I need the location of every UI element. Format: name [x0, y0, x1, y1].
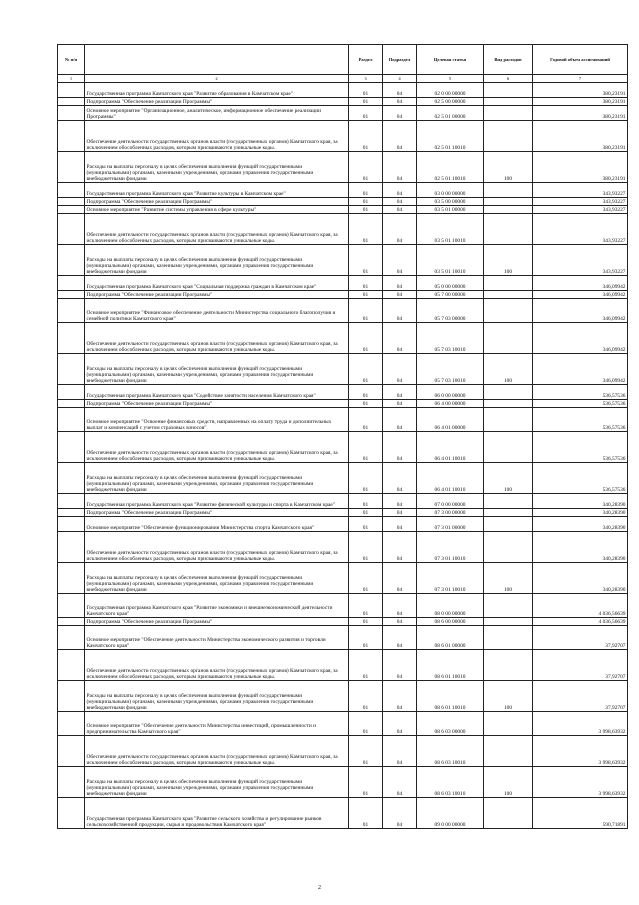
row-amount: 3 998,63932	[533, 736, 628, 767]
row-kind	[484, 712, 533, 736]
row-target: 07 3 01 10010	[417, 532, 484, 563]
row-section: 01	[349, 767, 383, 798]
row-amount: 37,92707	[533, 681, 628, 712]
row-kind	[484, 323, 533, 354]
row-name: Подпрограмма "Обеспечение реализации Программы"	[85, 509, 349, 517]
row-target: 02 5 01 10010	[417, 152, 484, 183]
row-section: 01	[349, 463, 383, 494]
row-target: 05 7 00 00000	[417, 291, 484, 299]
row-target: 06 0 00 00000	[417, 385, 484, 400]
row-subsection: 04	[383, 517, 417, 532]
row-amount: 340,28390	[533, 509, 628, 517]
header-target: Целевая статья	[417, 45, 484, 75]
row-kind: 100	[484, 767, 533, 798]
row-target: 06 4 00 00000	[417, 400, 484, 408]
row-name: Расходы на выплаты персоналу в целях обеспечения выполнения функций государственными (муниципальными) органами, казенными учреждениями, органами управления государственными внебюджетными фондами	[85, 563, 349, 594]
row-number	[58, 463, 85, 494]
row-section: 01	[349, 736, 383, 767]
row-name: Расходы на выплаты персоналу в целях обеспечения выполнения функций государственными (муниципальными) органами, казенными учреждениями, органами управления государственными внебюджетными фондами	[85, 245, 349, 276]
row-kind	[484, 83, 533, 98]
row-number	[58, 408, 85, 432]
table-row	[58, 463, 628, 494]
row-subsection: 04	[383, 83, 417, 98]
table-row	[58, 767, 628, 798]
row-subsection: 04	[383, 98, 417, 106]
row-section: 01	[349, 712, 383, 736]
row-section: 01	[349, 183, 383, 198]
row-amount: 380,23191	[533, 152, 628, 183]
row-subsection: 04	[383, 183, 417, 198]
row-kind	[484, 432, 533, 463]
row-amount: 343,93227	[533, 206, 628, 214]
row-kind: 100	[484, 354, 533, 385]
row-name: Подпрограмма "Обеспечение реализации Программы"	[85, 400, 349, 408]
header-number: № п/п	[58, 45, 85, 75]
row-name: Обеспечение деятельности государственных органов власти (государственных органов) Камчатского края, за исключением обособленных расходов, которым присваиваются уникальные коды.	[85, 650, 349, 681]
row-name: Подпрограмма "Обеспечение реализации Программы"	[85, 198, 349, 206]
row-kind	[484, 618, 533, 626]
row-amount: 37,92707	[533, 626, 628, 650]
row-subsection: 04	[383, 206, 417, 214]
row-section: 01	[349, 400, 383, 408]
row-amount: 380,23191	[533, 106, 628, 121]
row-section: 01	[349, 121, 383, 152]
row-name: Государственная программа Камчатского края "Развитие образования в Камчатском крае"	[85, 83, 349, 98]
row-target: 08 6 00 00000	[417, 618, 484, 626]
row-kind: 100	[484, 681, 533, 712]
column-number: 5	[417, 75, 484, 83]
row-amount: 346,09942	[533, 276, 628, 291]
table-row	[58, 291, 628, 299]
row-amount: 343,93227	[533, 214, 628, 245]
row-target: 03 5 01 10010	[417, 214, 484, 245]
table-row	[58, 594, 628, 618]
row-name: Подпрограмма "Обеспечение реализации Программы"	[85, 98, 349, 106]
column-number: 1	[58, 75, 85, 83]
row-name: Подпрограмма "Обеспечение реализации Программы"	[85, 618, 349, 626]
row-amount: 340,28390	[533, 494, 628, 509]
row-target: 02 5 01 00000	[417, 106, 484, 121]
row-amount: 340,28390	[533, 563, 628, 594]
row-target: 08 6 01 00000	[417, 626, 484, 650]
row-subsection: 04	[383, 400, 417, 408]
row-number	[58, 299, 85, 323]
row-kind: 100	[484, 563, 533, 594]
table-row	[58, 121, 628, 152]
row-number	[58, 681, 85, 712]
table-row	[58, 323, 628, 354]
row-name: Обеспечение деятельности государственных органов власти (государственных органов) Камчатского края, за исключением обособленных расходов, которым присваиваются уникальные коды.	[85, 214, 349, 245]
row-amount: 536,57536	[533, 432, 628, 463]
row-amount: 343,93227	[533, 245, 628, 276]
table-row	[58, 245, 628, 276]
header-section: Раздел	[349, 45, 383, 75]
row-target: 06 4 01 10010	[417, 463, 484, 494]
row-amount: 536,57536	[533, 408, 628, 432]
row-number	[58, 400, 85, 408]
row-amount: 340,28390	[533, 532, 628, 563]
row-number	[58, 798, 85, 829]
row-number	[58, 618, 85, 626]
row-target: 07 3 01 00000	[417, 517, 484, 532]
row-number	[58, 509, 85, 517]
row-name: Основное мероприятие "Развитие системы управления в сфере культуры"	[85, 206, 349, 214]
row-target: 06 4 01 10010	[417, 432, 484, 463]
table-row	[58, 206, 628, 214]
row-subsection: 04	[383, 214, 417, 245]
row-subsection: 04	[383, 712, 417, 736]
row-subsection: 04	[383, 626, 417, 650]
row-number	[58, 494, 85, 509]
row-number	[58, 712, 85, 736]
row-section: 01	[349, 626, 383, 650]
row-section: 01	[349, 494, 383, 509]
table-row	[58, 736, 628, 767]
row-section: 01	[349, 408, 383, 432]
row-kind	[484, 98, 533, 106]
row-number	[58, 532, 85, 563]
row-amount: 340,28390	[533, 517, 628, 532]
row-section: 01	[349, 798, 383, 829]
row-kind: 100	[484, 152, 533, 183]
table-row	[58, 214, 628, 245]
row-target: 08 6 01 10010	[417, 650, 484, 681]
row-kind	[484, 400, 533, 408]
row-number	[58, 736, 85, 767]
row-amount: 343,93227	[533, 183, 628, 198]
row-name: Основное мероприятие "Обеспечение деятельности Министерства инвестиций, промышленности и предпринимательства Камчатского края"	[85, 712, 349, 736]
row-subsection: 04	[383, 736, 417, 767]
table-row	[58, 385, 628, 400]
table-row	[58, 83, 628, 98]
row-amount: 3 998,63932	[533, 712, 628, 736]
row-number	[58, 121, 85, 152]
table-row	[58, 98, 628, 106]
budget-sheet	[57, 44, 627, 829]
row-amount: 536,57536	[533, 400, 628, 408]
row-amount: 536,57536	[533, 385, 628, 400]
row-number	[58, 245, 85, 276]
row-subsection: 04	[383, 798, 417, 829]
row-name: Расходы на выплаты персоналу в целях обеспечения выполнения функций государственными (муниципальными) органами, казенными учреждениями, органами управления государственными внебюджетными фондами	[85, 681, 349, 712]
table-row	[58, 626, 628, 650]
row-section: 01	[349, 206, 383, 214]
row-amount: 536,57536	[533, 463, 628, 494]
row-name: Обеспечение деятельности государственных органов власти (государственных органов) Камчатского края, за исключением обособленных расходов, которым присваиваются уникальные коды.	[85, 121, 349, 152]
row-kind	[484, 798, 533, 829]
row-number	[58, 354, 85, 385]
row-number	[58, 594, 85, 618]
column-number: 6	[484, 75, 533, 83]
row-target: 05 0 00 00000	[417, 276, 484, 291]
row-number	[58, 276, 85, 291]
row-section: 01	[349, 681, 383, 712]
row-amount: 346,09942	[533, 323, 628, 354]
header-amount: Годовой объем ассигнований	[533, 45, 628, 75]
row-subsection: 04	[383, 650, 417, 681]
row-target: 07 3 01 10010	[417, 563, 484, 594]
row-subsection: 04	[383, 463, 417, 494]
row-section: 01	[349, 385, 383, 400]
table-row	[58, 798, 628, 829]
table-row	[58, 400, 628, 408]
table-row	[58, 152, 628, 183]
row-number	[58, 517, 85, 532]
row-subsection: 04	[383, 563, 417, 594]
row-target: 02 5 01 10010	[417, 121, 484, 152]
row-section: 01	[349, 214, 383, 245]
row-section: 01	[349, 276, 383, 291]
row-subsection: 04	[383, 152, 417, 183]
row-subsection: 04	[383, 408, 417, 432]
column-number: 7	[533, 75, 628, 83]
row-target: 07 3 00 00000	[417, 509, 484, 517]
row-name: Расходы на выплаты персоналу в целях обеспечения выполнения функций государственными (муниципальными) органами, казенными учреждениями, органами управления государственными внебюджетными фондами	[85, 463, 349, 494]
row-target: 05 7 03 10010	[417, 354, 484, 385]
table-row	[58, 183, 628, 198]
row-number	[58, 83, 85, 98]
row-subsection: 04	[383, 299, 417, 323]
row-target: 05 7 03 00000	[417, 299, 484, 323]
row-kind	[484, 206, 533, 214]
row-target: 06 4 01 00000	[417, 408, 484, 432]
row-kind	[484, 626, 533, 650]
row-section: 01	[349, 509, 383, 517]
row-section: 01	[349, 98, 383, 106]
row-section: 01	[349, 618, 383, 626]
row-subsection: 04	[383, 291, 417, 299]
row-target: 03 5 01 00000	[417, 206, 484, 214]
row-amount: 343,93227	[533, 198, 628, 206]
row-section: 01	[349, 532, 383, 563]
row-target: 08 6 03 00000	[417, 712, 484, 736]
header-kind: Вид расходов	[484, 45, 533, 75]
table-row	[58, 299, 628, 323]
row-section: 01	[349, 106, 383, 121]
row-target: 07 0 00 00000	[417, 494, 484, 509]
column-number: 4	[383, 75, 417, 83]
row-subsection: 04	[383, 618, 417, 626]
row-target: 03 5 00 00000	[417, 198, 484, 206]
row-subsection: 04	[383, 276, 417, 291]
column-number: 3	[349, 75, 383, 83]
row-kind	[484, 494, 533, 509]
row-number	[58, 385, 85, 400]
row-amount: 346,09942	[533, 291, 628, 299]
row-number	[58, 767, 85, 798]
row-amount: 590,71891	[533, 798, 628, 829]
row-name: Основное мероприятие "Освоение финансовых средств, направленных на оплату труда и дополнительных выплат и компенсаций с учетом страховых взносов"	[85, 408, 349, 432]
header-row	[58, 45, 628, 75]
row-subsection: 04	[383, 594, 417, 618]
row-name: Подпрограмма "Обеспечение реализации Программы"	[85, 291, 349, 299]
row-kind: 100	[484, 463, 533, 494]
row-number	[58, 214, 85, 245]
table-row	[58, 618, 628, 626]
table-row	[58, 532, 628, 563]
table-row	[58, 408, 628, 432]
row-name: Государственная программа Камчатского края "Содействие занятости населения Камчатского края"	[85, 385, 349, 400]
row-name: Обеспечение деятельности государственных органов власти (государственных органов) Камчатского края, за исключением обособленных расходов, которым присваиваются уникальные коды.	[85, 432, 349, 463]
row-number	[58, 98, 85, 106]
row-section: 01	[349, 245, 383, 276]
row-name: Государственная программа Камчатского края "Развитие культуры в Камчатском крае"	[85, 183, 349, 198]
table-row	[58, 106, 628, 121]
row-kind	[484, 532, 533, 563]
row-number	[58, 650, 85, 681]
row-section: 01	[349, 517, 383, 532]
row-target: 05 7 03 10010	[417, 323, 484, 354]
column-number: 2	[85, 75, 349, 83]
table-row	[58, 650, 628, 681]
row-section: 01	[349, 83, 383, 98]
budget-table	[57, 44, 628, 829]
table-row	[58, 276, 628, 291]
row-section: 01	[349, 323, 383, 354]
row-kind	[484, 214, 533, 245]
table-row	[58, 354, 628, 385]
table-row	[58, 198, 628, 206]
row-subsection: 04	[383, 245, 417, 276]
row-amount: 346,09942	[533, 299, 628, 323]
row-target: 08 6 03 10010	[417, 736, 484, 767]
row-name: Основное мероприятие "Финансовое обеспечение деятельности Министерства социального благополучия и семейной политики Камчатского края"	[85, 299, 349, 323]
table-row	[58, 509, 628, 517]
row-target: 02 0 00 00000	[417, 83, 484, 98]
row-kind	[484, 594, 533, 618]
row-amount: 4 036,56639	[533, 594, 628, 618]
row-subsection: 04	[383, 767, 417, 798]
row-number	[58, 432, 85, 463]
row-name: Расходы на выплаты персоналу в целях обеспечения выполнения функций государственными (муниципальными) органами, казенными учреждениями, органами управления государственными внебюджетными фондами	[85, 152, 349, 183]
row-kind	[484, 736, 533, 767]
row-subsection: 04	[383, 509, 417, 517]
row-section: 01	[349, 594, 383, 618]
row-kind	[484, 291, 533, 299]
row-target: 03 5 01 10010	[417, 245, 484, 276]
row-number	[58, 183, 85, 198]
row-kind	[484, 121, 533, 152]
row-name: Обеспечение деятельности государственных органов власти (государственных органов) Камчатского края, за исключением обособленных расходов, которым присваиваются уникальные коды.	[85, 532, 349, 563]
row-subsection: 04	[383, 354, 417, 385]
row-section: 01	[349, 198, 383, 206]
header-subsection: Подраздел	[383, 45, 417, 75]
row-amount: 37,92707	[533, 650, 628, 681]
row-target: 08 6 01 10010	[417, 681, 484, 712]
row-name: Основное мероприятие "Обеспечение функционирования Министерства спорта Камчатского края"	[85, 517, 349, 532]
row-target: 09 0 00 00000	[417, 798, 484, 829]
row-subsection: 04	[383, 198, 417, 206]
row-subsection: 04	[383, 121, 417, 152]
row-target: 08 0 00 00000	[417, 594, 484, 618]
row-subsection: 04	[383, 532, 417, 563]
table-row	[58, 712, 628, 736]
row-number	[58, 323, 85, 354]
row-name: Основное мероприятие "Обеспечение деятельности Министерства экономического развития и торговли Камчатского края"	[85, 626, 349, 650]
column-number-row	[58, 75, 628, 83]
row-section: 01	[349, 354, 383, 385]
row-subsection: 04	[383, 385, 417, 400]
row-number	[58, 152, 85, 183]
row-section: 01	[349, 563, 383, 594]
row-amount: 4 036,56639	[533, 618, 628, 626]
row-number	[58, 106, 85, 121]
table-row	[58, 681, 628, 712]
row-kind	[484, 408, 533, 432]
row-kind	[484, 509, 533, 517]
row-section: 01	[349, 650, 383, 681]
row-name: Государственная программа Камчатского края "Развитие сельского хозяйства и регулирование рынков сельскохозяйственной продукции, сырья и продовольствия Камчатского края"	[85, 798, 349, 829]
row-kind	[484, 276, 533, 291]
row-kind	[484, 650, 533, 681]
row-kind: 100	[484, 245, 533, 276]
table-row	[58, 563, 628, 594]
row-subsection: 04	[383, 432, 417, 463]
row-name: Расходы на выплаты персоналу в целях обеспечения выполнения функций государственными (муниципальными) органами, казенными учреждениями, органами управления государственными внебюджетными фондами	[85, 354, 349, 385]
row-subsection: 04	[383, 323, 417, 354]
row-kind	[484, 183, 533, 198]
row-number	[58, 291, 85, 299]
row-kind	[484, 299, 533, 323]
header-name	[85, 45, 349, 75]
row-subsection: 04	[383, 106, 417, 121]
row-amount: 380,23191	[533, 98, 628, 106]
row-section: 01	[349, 432, 383, 463]
row-target: 08 6 03 10010	[417, 767, 484, 798]
row-subsection: 04	[383, 494, 417, 509]
row-amount: 3 998,63932	[533, 767, 628, 798]
row-kind	[484, 106, 533, 121]
page-number: 2	[318, 885, 321, 891]
row-name: Обеспечение деятельности государственных органов власти (государственных органов) Камчатского края, за исключением обособленных расходов, которым присваиваются уникальные коды.	[85, 323, 349, 354]
row-name: Расходы на выплаты персоналу в целях обеспечения выполнения функций государственными (муниципальными) органами, казенными учреждениями, органами управления государственными внебюджетными фондами	[85, 767, 349, 798]
row-number	[58, 563, 85, 594]
row-kind	[484, 385, 533, 400]
row-kind	[484, 198, 533, 206]
table-row	[58, 517, 628, 532]
table-row	[58, 494, 628, 509]
row-section: 01	[349, 291, 383, 299]
row-name: Государственная программа Камчатского края "Развитие экономики и внешнеэкономической деятельности Камчатского края"	[85, 594, 349, 618]
row-name: Обеспечение деятельности государственных органов власти (государственных органов) Камчатского края, за исключением обособленных расходов, которым присваиваются уникальные коды.	[85, 736, 349, 767]
row-number	[58, 198, 85, 206]
row-subsection: 04	[383, 681, 417, 712]
row-amount: 346,09942	[533, 354, 628, 385]
row-name: Государственная программа Камчатского края "Развитие физической культуры и спорта в Камчатском крае"	[85, 494, 349, 509]
table-row	[58, 432, 628, 463]
row-section: 01	[349, 152, 383, 183]
row-number	[58, 626, 85, 650]
row-name: Государственная программа Камчатского края "Социальная поддержка граждан в Камчатском крае"	[85, 276, 349, 291]
row-kind	[484, 517, 533, 532]
row-target: 02 5 00 00000	[417, 98, 484, 106]
row-name: Основное мероприятие "Организационное, аналитическое, информационное обеспечение реализации Программы"	[85, 106, 349, 121]
row-target: 03 0 00 00000	[417, 183, 484, 198]
row-section: 01	[349, 299, 383, 323]
row-amount: 380,23191	[533, 83, 628, 98]
row-number	[58, 206, 85, 214]
row-amount: 380,23191	[533, 121, 628, 152]
